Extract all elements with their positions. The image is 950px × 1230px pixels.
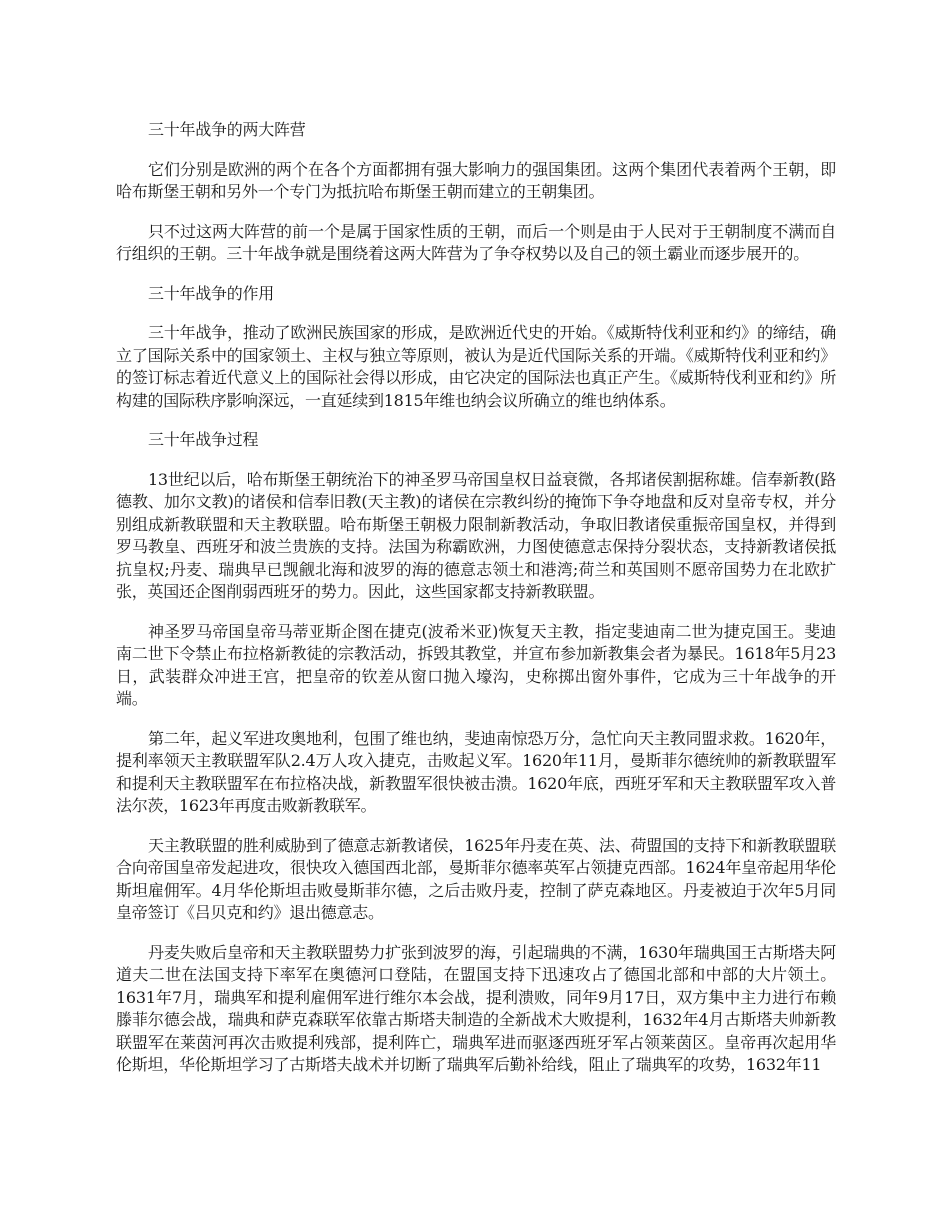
paragraph: 13世纪以后，哈布斯堡王朝统治下的神圣罗马帝国皇权日益衰微，各邦诸侯割据称雄。信奉新教(路德教、加尔文教)的诸侯和信奉旧教(天主教)的诸侯在宗教纠纷的掩饰下争夺地盘和反对皇帝专权，并分别组成新教联盟和天主教联盟。哈布斯堡王朝极力限制新教活动，争取旧教诸侯重振帝国皇权，并得到罗马教皇、西班牙和波兰贵族的支持。法国为称霸欧洲，力图使德意志保持分裂状态，支持新教诸侯抵抗皇权;丹麦、瑞典早已觊觎北海和波罗的海的德意志领土和港湾;荷兰和英国则不愿帝国势力在北欧扩张，英国还企图削弱西班牙的势力。因此，这些国家都支持新教联盟。 xyxy=(116,469,836,601)
paragraph: 天主教联盟的胜利威胁到了德意志新教诸侯，1625年丹麦在英、法、荷盟国的支持下和新教联盟联合向帝国皇帝发起进攻，很快攻入德国西北部，曼斯菲尔德率英军占领捷克西部。1624年皇帝起用华伦斯坦雇佣军。4月华伦斯坦击败曼斯菲尔德，之后击败丹麦，控制了萨克森地区。丹麦被迫于次年5月同皇帝签订《吕贝克和约》退出德意志。 xyxy=(116,835,836,922)
section-heading-process: 三十年战争过程 xyxy=(148,430,259,449)
paragraph: 丹麦失败后皇帝和天主教联盟势力扩张到波罗的海，引起瑞典的不满，1630年瑞典国王古斯塔夫阿道夫二世在法国支持下率军在奥德河口登陆，在盟国支持下迅速攻占了德国北部和中部的大片领土。1631年7月，瑞典军和提利雇佣军进行维尔本会战，提利溃败，同年9月17日，双方集中主力进行布赖滕菲尔德会战，瑞典和萨克森联军依靠古斯塔夫制造的全新战术大败提利，1632年4月古斯塔夫帅新教联盟军在莱茵河再次击败提利残部，提利阵亡，瑞典军进而驱逐西班牙军占领莱茵区。皇帝再次起用华伦斯坦，华伦斯坦学习了古斯塔夫战术并切断了瑞典军后勤补给线，阻止了瑞典军的攻势，1632年11 xyxy=(116,942,836,1074)
paragraph: 第二年，起义军进攻奥地利，包围了维也纳，斐迪南惊恐万分，急忙向天主教同盟求救。1620年，提利率领天主教联盟军队2.4万人攻入捷克，击败起义军。1620年11月，曼斯菲尔德统帅的新教联盟军和提利天主教联盟军在布拉格决战，新教盟军很快被击溃。1620年底，西班牙军和天主教联盟军攻入普法尔茨，1623年再度击败新教联军。 xyxy=(116,728,836,815)
document-body xyxy=(116,119,836,1094)
section-heading-effects: 三十年战争的作用 xyxy=(148,283,275,303)
paragraph: 它们分别是欧洲的两个在各个方面都拥有强大影响力的强国集团。这两个集团代表着两个王朝，即哈布斯堡王朝和另外一个专门为抵抗哈布斯堡王朝而建立的王朝集团。 xyxy=(116,159,836,201)
paragraph: 只不过这两大阵营的前一个是属于国家性质的王朝，而后一个则是由于人民对于王朝制度不满而自行组织的王朝。三十年战争就是围绕着这两大阵营为了争夺权势以及自己的领土霸业而逐步展开的。 xyxy=(116,221,836,263)
section-heading-camps: 三十年战争的两大阵营 xyxy=(148,120,306,139)
paragraph: 三十年战争，推动了欧洲民族国家的形成，是欧洲近代史的开始。《威斯特伐利亚和约》的缔结，确立了国际关系中的国家领土、主权与独立等原则，被认为是近代国际关系的开端。《威斯特伐利亚和约》的签订标志着近代意义上的国际社会得以形成，由它决定的国际法也真正产生。《威斯特伐利亚和约》所构建的国际秩序影响深远，一直延续到1815年维也纳会议所确立的维也纳体系。 xyxy=(116,323,836,410)
paragraph: 神圣罗马帝国皇帝马蒂亚斯企图在捷克(波希米亚)恢复天主教，指定斐迪南二世为捷克国王。斐迪南二世下令禁止布拉格新教徒的宗教活动，拆毁其教堂，并宣布参加新教集会者为暴民。1618年5月23日，武装群众冲进王宫，把皇帝的钦差从窗口抛入壕沟，史称掷出窗外事件，它成为三十年战争的开端。 xyxy=(116,621,836,708)
